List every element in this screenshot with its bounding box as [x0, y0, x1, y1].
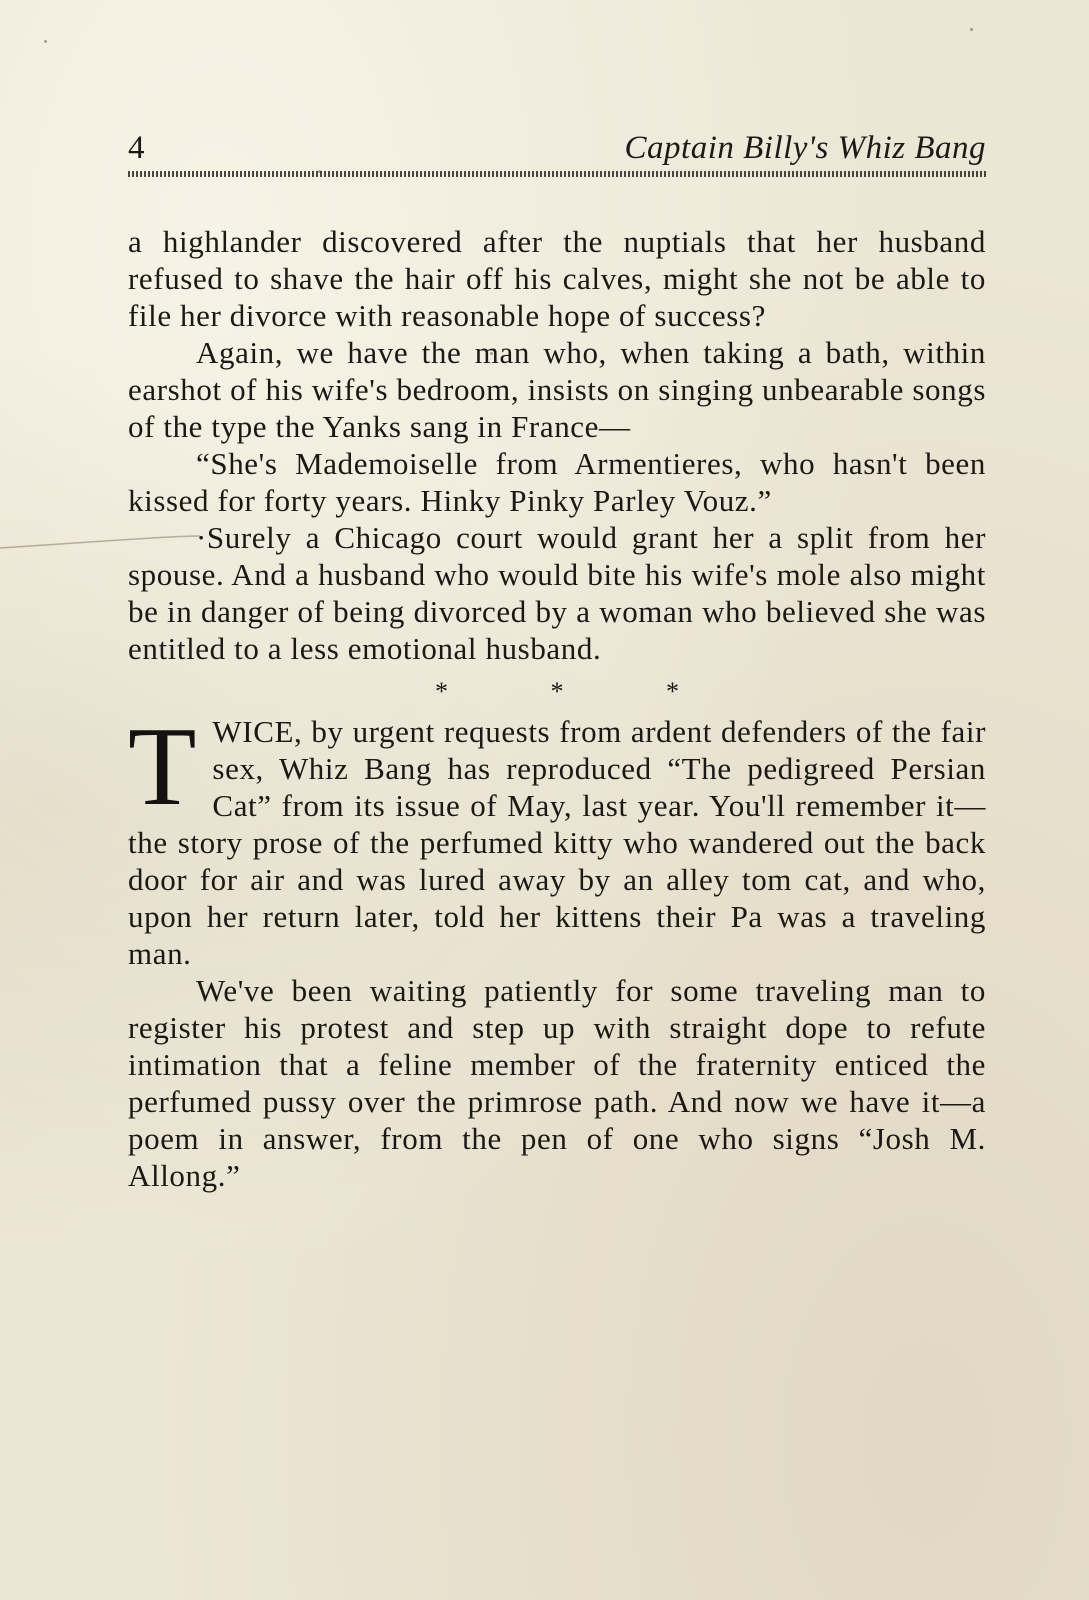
paragraph-song-quote: “She's Mademoiselle from Armentieres, who hasn't been kissed for forty years. Hinky Pinky Parley Vouz.” — [128, 446, 986, 518]
paragraph-closing: We've been waiting patiently for some traveling man to register his protest and step up with straight dope to refute intimation that a feline member of the fraternity enticed the perfumed pussy over the primrose path. And now we have it—a poem in answer, from the pen of one who signs “Josh M. Allong.” — [128, 973, 986, 1193]
drop-cap: T — [128, 705, 197, 829]
paragraph-chicago-court: ·Surely a Chicago court would grant her a split from her spouse. And a husband who would bite his wife's mole also might be in danger of being divorced by a woman who believed she was entitled to a less emotional husband. — [128, 520, 986, 666]
paragraph-continuation: a highlander discovered after the nuptials that her husband refused to shave the hair off his calves, might she not be able to file her divorce with reasonable hope of success? — [128, 224, 986, 333]
running-title: Captain Billy's Whiz Bang — [624, 130, 986, 166]
section-separator: * * * — [435, 677, 727, 706]
paragraph-twice — [128, 705, 986, 972]
paragraph-bath: Again, we have the man who, when taking a bath, within earshot of his wife's bedroom, insists on singing unbearable songs of the type the Yanks sang in France— — [128, 335, 986, 444]
paper-speck — [970, 28, 973, 31]
header-rule — [128, 171, 986, 177]
paper-speck — [44, 40, 47, 43]
paragraph-twice-text: WICE, by urgent requests from ardent defenders of the fair sex, Whiz Bang has reproduced “The pedigreed Persian Cat” from its issue of May, last year. You'll remember it—the story prose of the perfumed kitty who wandered out the back door for air and was lured away by an alley tom cat, and who, upon her return later, told her kittens their Pa was a traveling man. — [128, 714, 986, 971]
article-body — [128, 223, 986, 1194]
page-header — [128, 128, 986, 168]
page-number: 4 — [128, 130, 145, 166]
